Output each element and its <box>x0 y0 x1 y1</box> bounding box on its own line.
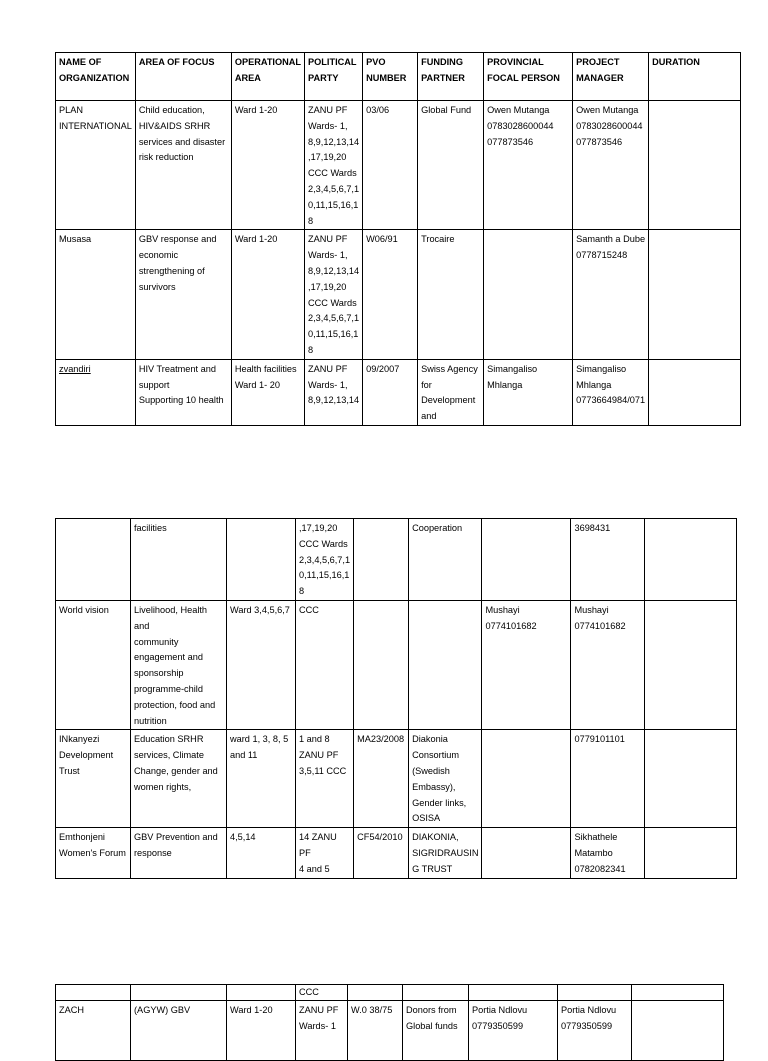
cell-funding-partner <box>403 985 469 1001</box>
cell-area-of-focus: Child education, HIV&AIDS SRHR services and disaster risk reduction <box>135 101 231 230</box>
cell-pvo-number: W06/91 <box>363 230 418 359</box>
cell-funding-partner: Trocaire <box>418 230 484 359</box>
cell-duration <box>649 359 741 425</box>
cell-organization <box>56 985 131 1001</box>
cell-political-party: ,17,19,20 CCC Wards 2,3,4,5,6,7,1 0,11,15,16,1 8 <box>296 519 354 601</box>
cell-provincial-focal-person: Owen Mutanga 0783028600044 077873546 <box>484 101 573 230</box>
cell-duration <box>645 600 737 729</box>
cell-funding-partner: DIAKONIA, SIGRIDRAUSIN G TRUST <box>409 828 482 878</box>
cell-political-party: ZANU PF Wards- 1, 8,9,12,13,14 ,17,19,20 CCC Wards 2,3,4,5,6,7,1 0,11,15,16,1 8 <box>305 101 363 230</box>
header-name-of-organization: NAME OF ORGANIZATION <box>56 53 136 101</box>
cell-project-manager: Simangaliso Mhlanga 0773664984/071 <box>573 359 649 425</box>
cell-area-of-focus: GBV response and economic strengthening of survivors <box>135 230 231 359</box>
cell-operational-area: Health facilities Ward 1- 20 <box>231 359 304 425</box>
table-row <box>56 1001 724 1061</box>
cell-operational-area <box>227 519 296 601</box>
header-duration: DURATION <box>649 53 741 101</box>
cell-project-manager: Mushayi 0774101682 <box>571 600 645 729</box>
cell-area-of-focus: (AGYW) GBV <box>131 1001 227 1061</box>
cell-pvo-number: 03/06 <box>363 101 418 230</box>
cell-pvo-number <box>348 985 403 1001</box>
header-pvo-number: PVO NUMBER <box>363 53 418 101</box>
cell-area-of-focus <box>131 985 227 1001</box>
cell-funding-partner: Donors from Global funds <box>403 1001 469 1061</box>
cell-organization: INkanyezi Development Trust <box>56 730 131 828</box>
cell-pvo-number: 09/2007 <box>363 359 418 425</box>
cell-organization: Emthonjeni Women's Forum <box>56 828 131 878</box>
cell-area-of-focus: Education SRHR services, Climate Change, gender and women rights, <box>131 730 227 828</box>
header-funding-partner: FUNDING PARTNER <box>418 53 484 101</box>
cell-project-manager <box>558 985 632 1001</box>
cell-operational-area: Ward 1-20 <box>231 230 304 359</box>
cell-operational-area: ward 1, 3, 8, 5 and 11 <box>227 730 296 828</box>
table-header-row <box>56 53 741 101</box>
cell-project-manager: 0779101101 <box>571 730 645 828</box>
header-project-manager: PROJECT MANAGER <box>573 53 649 101</box>
cell-provincial-focal-person <box>482 519 571 601</box>
table-row <box>56 828 737 878</box>
organizations-table-page-1 <box>55 52 741 426</box>
cell-political-party: 1 and 8 ZANU PF 3,5,11 CCC <box>296 730 354 828</box>
cell-provincial-focal-person: Portia Ndlovu 0779350599 <box>469 1001 558 1061</box>
cell-organization: ZACH <box>56 1001 131 1061</box>
header-provincial-focal-person: PROVINCIAL FOCAL PERSON <box>484 53 573 101</box>
cell-funding-partner: Swiss Agency for Development and <box>418 359 484 425</box>
cell-operational-area: Ward 3,4,5,6,7 <box>227 600 296 729</box>
cell-provincial-focal-person <box>482 828 571 878</box>
cell-political-party: ZANU PF Wards- 1, 8,9,12,13,14 ,17,19,20 CCC Wards 2,3,4,5,6,7,1 0,11,15,16,1 8 <box>305 230 363 359</box>
cell-duration <box>649 101 741 230</box>
cell-political-party: ZANU PF Wards- 1 <box>296 1001 348 1061</box>
cell-project-manager: Portia Ndlovu 0779350599 <box>558 1001 632 1061</box>
cell-funding-partner: Global Fund <box>418 101 484 230</box>
table-row <box>56 101 741 230</box>
cell-duration <box>632 1001 724 1061</box>
cell-duration <box>645 519 737 601</box>
cell-operational-area: Ward 1-20 <box>227 1001 296 1061</box>
cell-project-manager: Owen Mutanga 0783028600044 077873546 <box>573 101 649 230</box>
table-row <box>56 359 741 425</box>
cell-organization <box>56 519 131 601</box>
cell-pvo-number: MA23/2008 <box>354 730 409 828</box>
cell-provincial-focal-person: Simangaliso Mhlanga <box>484 359 573 425</box>
cell-pvo-number <box>354 519 409 601</box>
cell-duration <box>632 985 724 1001</box>
cell-duration <box>645 828 737 878</box>
cell-pvo-number: W.0 38/75 <box>348 1001 403 1061</box>
cell-area-of-focus: GBV Prevention and response <box>131 828 227 878</box>
cell-project-manager: 3698431 <box>571 519 645 601</box>
cell-organization: zvandiri <box>56 359 136 425</box>
cell-funding-partner: Cooperation <box>409 519 482 601</box>
header-area-of-focus: AREA OF FOCUS <box>135 53 231 101</box>
cell-operational-area: 4,5,14 <box>227 828 296 878</box>
cell-political-party: ZANU PF Wards- 1, 8,9,12,13,14 <box>305 359 363 425</box>
table-row <box>56 600 737 729</box>
cell-pvo-number: CF54/2010 <box>354 828 409 878</box>
cell-duration <box>649 230 741 359</box>
cell-political-party: CCC <box>296 600 354 729</box>
table-row <box>56 985 724 1001</box>
cell-political-party: CCC <box>296 985 348 1001</box>
cell-organization: PLAN INTERNATIONAL <box>56 101 136 230</box>
cell-project-manager: Sikhathele Matambo 0782082341 <box>571 828 645 878</box>
organizations-table-page-3 <box>55 984 724 1061</box>
header-political-party: POLITICAL PARTY <box>305 53 363 101</box>
cell-funding-partner <box>409 600 482 729</box>
cell-area-of-focus: Livelihood, Health and community engagement and sponsorship programme-child protection, food and nutrition <box>131 600 227 729</box>
cell-provincial-focal-person <box>469 985 558 1001</box>
cell-area-of-focus: HIV Treatment and support Supporting 10 health <box>135 359 231 425</box>
cell-organization: Musasa <box>56 230 136 359</box>
cell-provincial-focal-person: Mushayi 0774101682 <box>482 600 571 729</box>
cell-political-party: 14 ZANU PF 4 and 5 <box>296 828 354 878</box>
cell-operational-area: Ward 1-20 <box>231 101 304 230</box>
cell-provincial-focal-person <box>484 230 573 359</box>
cell-provincial-focal-person <box>482 730 571 828</box>
cell-organization: World vision <box>56 600 131 729</box>
cell-area-of-focus: facilities <box>131 519 227 601</box>
cell-operational-area <box>227 985 296 1001</box>
organizations-table-page-2 <box>55 518 737 879</box>
cell-pvo-number <box>354 600 409 729</box>
cell-project-manager: Samanth a Dube 0778715248 <box>573 230 649 359</box>
table-row <box>56 519 737 601</box>
table-row <box>56 730 737 828</box>
table-row <box>56 230 741 359</box>
header-operational-area: OPERATIONAL AREA <box>231 53 304 101</box>
cell-duration <box>645 730 737 828</box>
cell-funding-partner: Diakonia Consortium (Swedish Embassy), Gender links, OSISA <box>409 730 482 828</box>
